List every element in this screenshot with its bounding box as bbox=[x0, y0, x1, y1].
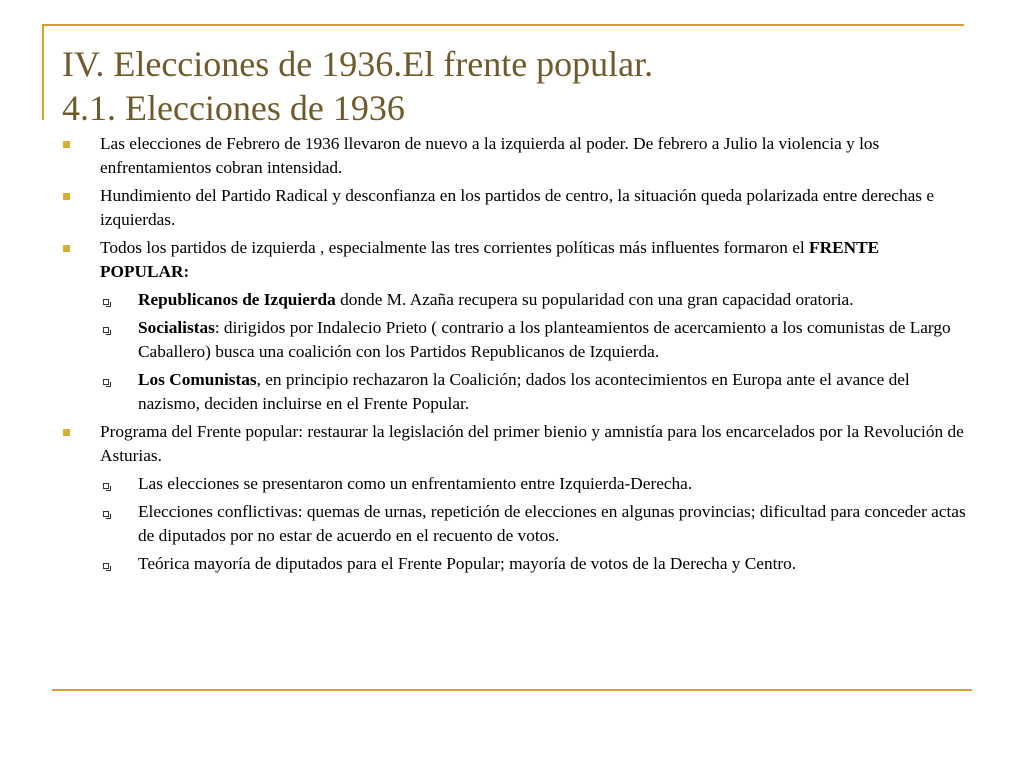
bullet-bold-text: FRENTE POPULAR: bbox=[100, 238, 880, 281]
bottom-border-line bbox=[52, 689, 972, 691]
top-border-line bbox=[42, 24, 964, 26]
bullet-text: Las elecciones de Febrero de 1936 llevaron de nuevo a la izquierda al poder. De febrero a Julio la violencia y los enfrentamientos cobran intensidad. bbox=[100, 134, 880, 177]
checkbox-bullet-icon bbox=[103, 511, 109, 517]
sub-item-text: Las elecciones se presentaron como un enfrentamiento entre Izquierda-Derecha. bbox=[138, 474, 693, 493]
bullet-item-hundimiento bbox=[62, 184, 972, 232]
bullet-text: Todos los partidos de izquierda , especialmente las tres corrientes políticas más influentes formaron el bbox=[100, 238, 810, 257]
sub-item-republicanos bbox=[100, 288, 972, 312]
sub-item-socialistas bbox=[100, 316, 972, 364]
slide-title bbox=[62, 42, 962, 130]
sub-item-mayoria bbox=[100, 552, 972, 576]
checkbox-bullet-icon bbox=[103, 327, 109, 333]
sub-item-conflictivas bbox=[100, 500, 972, 548]
sub-item-text: : dirigidos por Indalecio Prieto ( contrario a los planteamientos de acercamiento a los comunistas de Largo Caballero) busca una coalición con los Partidos Republicanos de Izquierda. bbox=[138, 318, 951, 361]
sub-item-text: donde M. Azaña recupera su popularidad con una gran capacidad oratoria. bbox=[335, 290, 854, 309]
checkbox-bullet-icon bbox=[103, 563, 109, 569]
checkbox-bullet-icon bbox=[103, 379, 109, 385]
bullet-text: Programa del Frente popular: restaurar la legislación del primer bienio y amnistía para los encarcelados por la Revolución de Asturias. bbox=[100, 422, 964, 465]
slide-title-line-1: IV. Elecciones de 1936.El frente popular. bbox=[62, 44, 654, 84]
checkbox-bullet-icon bbox=[103, 299, 109, 305]
sub-item-bold-text: Los Comunistas bbox=[138, 370, 257, 389]
slide-content bbox=[62, 132, 972, 580]
left-border-line bbox=[42, 24, 44, 120]
sub-item-text: Elecciones conflictivas: quemas de urnas, repetición de elecciones en algunas provincias; dificultad para conceder actas de diputados por no estar de acuerdo en el recuento de votos. bbox=[138, 502, 966, 545]
sub-item-bold-text: Socialistas bbox=[138, 318, 215, 337]
bullet-item-programa bbox=[62, 420, 972, 468]
slide-title-line-2: 4.1. Elecciones de 1936 bbox=[62, 88, 405, 128]
bullet-text: Hundimiento del Partido Radical y desconfianza en los partidos de centro, la situación queda polarizada entre derechas e izquierdas. bbox=[100, 186, 934, 229]
bullet-item-frente-popular bbox=[62, 236, 972, 284]
square-bullet-icon bbox=[63, 141, 70, 148]
sub-item-enfrentamiento bbox=[100, 472, 972, 496]
sub-item-bold-text: Republicanos de Izquierda bbox=[138, 290, 336, 309]
square-bullet-icon bbox=[63, 193, 70, 200]
sub-item-comunistas bbox=[100, 368, 972, 416]
square-bullet-icon bbox=[63, 429, 70, 436]
bullet-item-elecciones-febrero bbox=[62, 132, 972, 180]
checkbox-bullet-icon bbox=[103, 483, 109, 489]
square-bullet-icon bbox=[63, 245, 70, 252]
sub-item-text: Teórica mayoría de diputados para el Frente Popular; mayoría de votos de la Derecha y Centro. bbox=[138, 554, 797, 573]
sub-item-text: , en principio rechazaron la Coalición; dados los acontecimientos en Europa ante el avance del nazismo, deciden incluirse en el Frente Popular. bbox=[138, 370, 910, 413]
